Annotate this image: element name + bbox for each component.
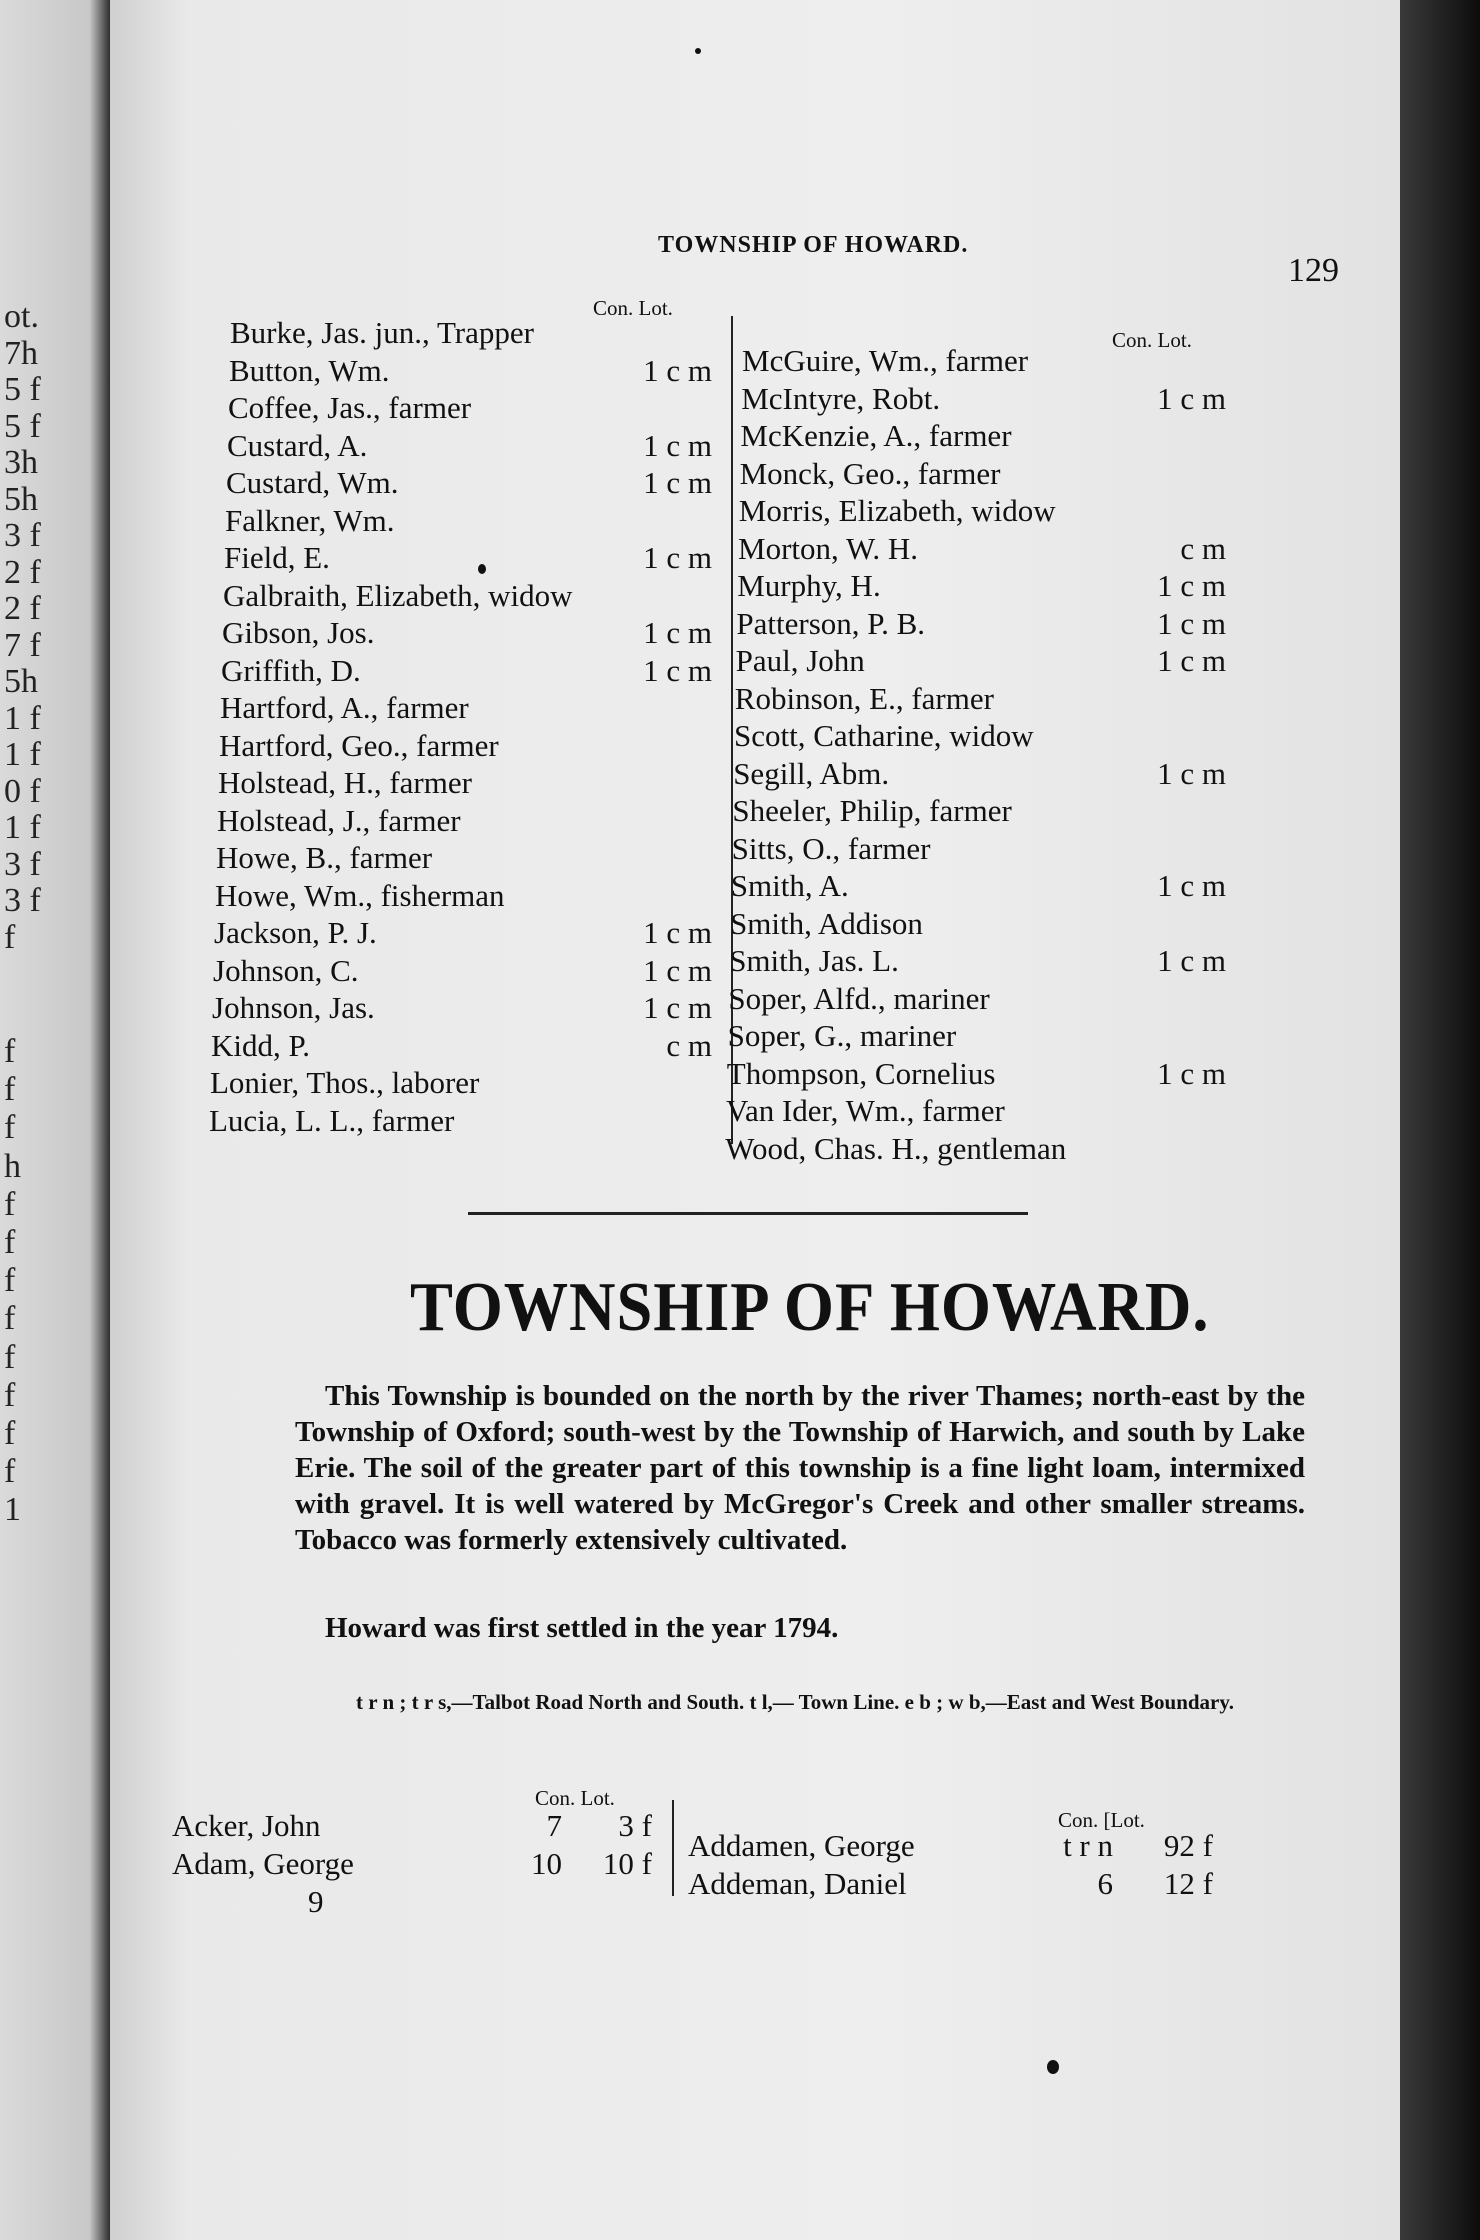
directory-entry bbox=[221, 652, 712, 690]
directory-entry bbox=[217, 802, 712, 840]
entry-name: Field, E. bbox=[224, 540, 330, 575]
entry-lot: 12 f bbox=[1163, 1866, 1213, 1901]
margin-fragment: 5h bbox=[4, 480, 38, 518]
entry-con-lot: 1 c m bbox=[1157, 605, 1226, 641]
directory-entry bbox=[209, 1102, 712, 1140]
con-lot-header-left: Con. Lot. bbox=[593, 296, 673, 320]
directory-entry bbox=[740, 455, 1226, 493]
bottom-entry bbox=[688, 1826, 1213, 1866]
directory-entry bbox=[218, 764, 712, 802]
entry-name: McGuire, Wm., farmer bbox=[742, 343, 1029, 378]
entry-name: Lucia, L. L., farmer bbox=[209, 1102, 455, 1138]
entry-con-lot: 1 c m bbox=[643, 352, 712, 388]
facing-page-margin bbox=[0, 0, 112, 2240]
directory-entry bbox=[220, 689, 712, 727]
directory-entry bbox=[215, 877, 712, 915]
directory-entry bbox=[741, 380, 1226, 418]
section-rule bbox=[468, 1212, 1028, 1215]
entry-con-lot: 1 c m bbox=[643, 465, 712, 500]
bottom-entry bbox=[688, 1864, 1213, 1904]
bottom-con-lot-header-right: Con. [Lot. bbox=[1058, 1808, 1145, 1832]
entry-con-lot: 1 c m bbox=[1157, 943, 1226, 978]
directory-entry bbox=[730, 905, 1226, 943]
entry-name: Sheeler, Philip, farmer bbox=[732, 793, 1012, 828]
directory-entry bbox=[225, 502, 712, 540]
entry-con-lot: 1 c m bbox=[1157, 643, 1226, 678]
directory-entry bbox=[223, 577, 712, 615]
directory-entry bbox=[734, 717, 1226, 755]
margin-fragment: f bbox=[4, 918, 16, 956]
directory-entry bbox=[735, 680, 1226, 718]
directory-entry bbox=[222, 614, 712, 652]
margin-fragment: f bbox=[4, 1033, 16, 1070]
entry-name: Galbraith, Elizabeth, widow bbox=[223, 577, 573, 613]
entry-con-lot: c m bbox=[666, 1027, 712, 1063]
abbreviation-key: t r n ; t r s,—Talbot Road North and South. t l,— Town Line. e b ; w b,—East and West Boundary. bbox=[356, 1690, 1234, 1714]
entry-name: Adam, George bbox=[172, 1846, 354, 1881]
directory-entry bbox=[224, 539, 712, 577]
directory-entry bbox=[732, 830, 1226, 868]
margin-fragment: f bbox=[4, 1453, 16, 1491]
margin-fragment: 5 f bbox=[4, 407, 41, 445]
directory-entry bbox=[732, 792, 1226, 830]
book-edge bbox=[1400, 0, 1480, 2240]
entry-name: Hartford, Geo., farmer bbox=[219, 727, 499, 763]
entry-name: Morton, W. H. bbox=[738, 530, 918, 566]
directory-entry bbox=[726, 1092, 1226, 1130]
entry-lot: 92 f bbox=[1163, 1828, 1213, 1863]
section-title: TOWNSHIP OF HOWARD. bbox=[410, 1269, 1210, 1346]
entry-name: Paul, John bbox=[735, 643, 865, 678]
directory-entry bbox=[229, 352, 712, 390]
entry-con: 6 bbox=[1097, 1866, 1113, 1901]
entry-lot: 10 f bbox=[602, 1846, 652, 1881]
margin-fragment: 0 f bbox=[4, 772, 41, 810]
directory-entry bbox=[228, 389, 712, 427]
entry-name: Griffith, D. bbox=[221, 652, 361, 688]
entry-name: Thompson, Cornelius bbox=[726, 1055, 996, 1091]
margin-fragment: 7 f bbox=[4, 626, 41, 664]
entry-name: McIntyre, Robt. bbox=[741, 380, 941, 416]
entry-con-lot: 1 c m bbox=[1157, 380, 1226, 416]
entry-con: 7 bbox=[546, 1808, 562, 1843]
entry-name: McKenzie, A., farmer bbox=[740, 418, 1012, 453]
bottom-entry bbox=[172, 1806, 652, 1846]
directory-entry bbox=[739, 492, 1226, 530]
directory-entry bbox=[725, 1130, 1226, 1168]
entry-name: Murphy, H. bbox=[737, 568, 881, 603]
directory-entry bbox=[212, 989, 712, 1027]
entry-con-lot: 1 c m bbox=[643, 952, 712, 988]
entry-name: Coffee, Jas., farmer bbox=[228, 390, 472, 425]
entry-name: Smith, Jas. L. bbox=[729, 943, 899, 978]
entry-name: Button, Wm. bbox=[229, 352, 390, 388]
entry-con-lot: 1 c m bbox=[643, 652, 712, 688]
entry-name: Patterson, P. B. bbox=[736, 605, 925, 641]
township-description: This Township is bounded on the north by the river Thames; north-east by the Township of Oxford; south-west by the Township of Harwich, and south by Lake Erie. The soil of the greater part of this township is a fine light loam, intermixed with gravel. It is well watered by McGregor's Creek and other smaller streams. Tobacco was formerly extensively cultivated. bbox=[295, 1380, 1305, 1556]
margin-fragment: f bbox=[4, 1071, 16, 1109]
directory-entry bbox=[729, 942, 1226, 980]
entry-name: Wood, Chas. H., gentleman bbox=[725, 1130, 1067, 1166]
directory-entry bbox=[738, 530, 1226, 568]
margin-fragment: f bbox=[4, 1185, 16, 1223]
entry-con-lot: c m bbox=[1180, 530, 1226, 566]
entry-name: Howe, B., farmer bbox=[216, 840, 433, 875]
entry-name: Lonier, Thos., laborer bbox=[210, 1065, 480, 1100]
entry-con-lot: 1 c m bbox=[1157, 568, 1226, 603]
margin-fragment: 1 f bbox=[4, 736, 41, 773]
entry-con-lot: 1 c m bbox=[1157, 1055, 1226, 1091]
directory-entry bbox=[737, 567, 1226, 605]
entry-con-lot: 1 c m bbox=[643, 990, 712, 1025]
margin-fragment: 3h bbox=[4, 444, 38, 481]
entry-name: Soper, G., mariner bbox=[727, 1018, 957, 1053]
margin-fragment: 3 f bbox=[4, 882, 41, 919]
directory-entry bbox=[226, 464, 712, 502]
directory-entry bbox=[219, 727, 712, 765]
margin-fragment: 2 f bbox=[4, 590, 41, 627]
margin-fragment: f bbox=[4, 1300, 16, 1338]
entry-name: Howe, Wm., fisherman bbox=[215, 877, 505, 913]
entry-name: Gibson, Jos. bbox=[222, 615, 375, 650]
directory-entry bbox=[736, 605, 1226, 643]
margin-fragment: h bbox=[4, 1147, 21, 1185]
entry-name: Soper, Alfd., mariner bbox=[728, 980, 990, 1016]
entry-name: Hartford, A., farmer bbox=[220, 690, 469, 725]
directory-entry bbox=[214, 914, 712, 952]
entry-lot: 3 f bbox=[618, 1808, 652, 1843]
entry-name: Van Ider, Wm., farmer bbox=[726, 1093, 1005, 1128]
entry-name: Sitts, O., farmer bbox=[731, 830, 931, 866]
print-speck bbox=[1047, 2060, 1059, 2074]
margin-fragment: f bbox=[4, 1338, 16, 1376]
directory-entry bbox=[211, 1027, 712, 1065]
entry-name: Acker, John bbox=[172, 1808, 321, 1843]
running-head: TOWNSHIP OF HOWARD. bbox=[658, 232, 969, 258]
entry-name: Addeman, Daniel bbox=[688, 1866, 907, 1901]
entry-con: t r n bbox=[1063, 1828, 1113, 1863]
entry-con-lot: 1 c m bbox=[643, 540, 712, 575]
directory-entry bbox=[728, 980, 1226, 1018]
directory-entry bbox=[227, 427, 712, 465]
margin-fragment: 7h bbox=[4, 334, 38, 372]
margin-fragment: 1 f bbox=[4, 809, 41, 846]
entry-name: Addamen, George bbox=[688, 1828, 915, 1863]
entry-name: Morris, Elizabeth, widow bbox=[738, 493, 1056, 528]
entry-name: Monck, Geo., farmer bbox=[739, 455, 1001, 491]
directory-entry bbox=[731, 867, 1226, 905]
margin-fragment: f bbox=[4, 1415, 16, 1452]
entry-name: Holstead, H., farmer bbox=[218, 765, 472, 800]
margin-fragment: 1 f bbox=[4, 699, 41, 737]
entry-name: Jackson, P. J. bbox=[214, 915, 377, 950]
entry-con-lot: 1 c m bbox=[643, 915, 712, 950]
entry-name: Holstead, J., farmer bbox=[217, 802, 461, 838]
entry-con-lot: 1 c m bbox=[643, 427, 712, 463]
margin-fragment: 2 f bbox=[4, 553, 41, 591]
print-speck bbox=[695, 48, 701, 54]
entry-name: Falkner, Wm. bbox=[225, 502, 395, 538]
entry-name: Kidd, P. bbox=[211, 1027, 311, 1063]
entry-name: Burke, Jas. jun., Trapper bbox=[230, 315, 534, 350]
entry-name: Robinson, E., farmer bbox=[734, 680, 994, 716]
margin-fragment: 1 bbox=[4, 1491, 21, 1529]
entry-con-lot: 1 c m bbox=[643, 615, 712, 650]
entry-name: Johnson, Jas. bbox=[212, 990, 375, 1025]
directory-entry bbox=[728, 1017, 1226, 1055]
stray-number: 9 bbox=[308, 1884, 324, 1919]
directory-entry bbox=[216, 839, 712, 877]
print-speck bbox=[478, 564, 486, 574]
bottom-con-lot-header-left: Con. Lot. bbox=[535, 1786, 615, 1810]
margin-fragment: f bbox=[4, 1224, 16, 1261]
margin-fragment: 3 f bbox=[4, 517, 41, 554]
margin-fragment: 3 f bbox=[4, 845, 41, 883]
entry-name: Segill, Abm. bbox=[733, 755, 890, 791]
settlement-note: Howard was first settled in the year 1794. bbox=[325, 1612, 839, 1644]
page-number: 129 bbox=[1288, 252, 1339, 289]
bottom-column-divider bbox=[672, 1800, 674, 1896]
entry-name: Johnson, C. bbox=[213, 952, 359, 988]
directory-entry bbox=[736, 642, 1226, 680]
directory-entry bbox=[727, 1055, 1226, 1093]
margin-fragment: f bbox=[4, 1109, 16, 1147]
directory-entry bbox=[733, 755, 1226, 793]
entry-con: 10 bbox=[531, 1846, 562, 1881]
entry-name: Custard, Wm. bbox=[226, 465, 399, 500]
margin-fragment: f bbox=[4, 1376, 16, 1414]
page bbox=[110, 0, 1400, 2240]
con-lot-header-right: Con. Lot. bbox=[1112, 328, 1192, 352]
margin-fragment: 5h bbox=[4, 663, 38, 700]
directory-entry bbox=[213, 952, 712, 990]
margin-fragment: 5 f bbox=[4, 371, 41, 408]
directory-entry bbox=[742, 342, 1226, 380]
margin-fragment: f bbox=[4, 1262, 16, 1300]
entry-name: Smith, Addison bbox=[730, 905, 923, 941]
margin-fragment: ot. bbox=[4, 298, 39, 335]
entry-con-lot: 1 c m bbox=[1157, 868, 1226, 903]
entry-con-lot: 1 c m bbox=[1157, 755, 1226, 791]
entry-name: Smith, A. bbox=[730, 868, 849, 903]
entry-name: Custard, A. bbox=[227, 427, 368, 463]
entry-name: Scott, Catharine, widow bbox=[734, 718, 1034, 753]
directory-entry bbox=[210, 1064, 712, 1102]
bottom-entry bbox=[172, 1844, 652, 1884]
directory-entry bbox=[230, 314, 712, 352]
directory-entry bbox=[740, 417, 1226, 455]
